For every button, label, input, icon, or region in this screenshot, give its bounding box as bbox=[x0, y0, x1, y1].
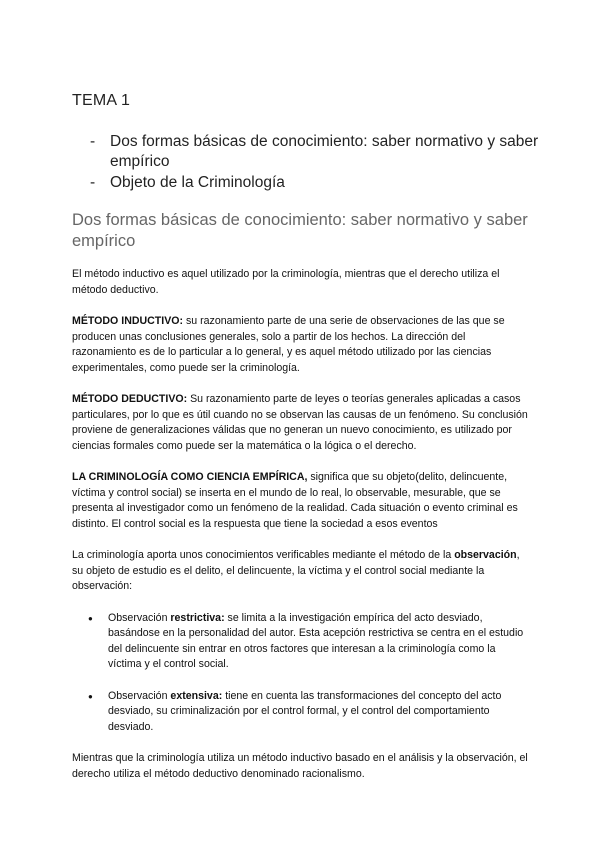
toc-item bbox=[90, 132, 540, 172]
aporta-post-text: , su objeto de estudio es el delito, el delincuente, la víctima y el control social mediante la observación: bbox=[72, 549, 520, 592]
bullet-post: se limita a la investigación empírica del acto desviado, basándose en la personalidad del autor. Esta acepción restrictiva se centra en el estudio del delincuente sin entrar en otros factores que interesan a la criminología como la víctima y el control social. bbox=[108, 611, 524, 670]
aporta-bold-text: observación bbox=[454, 549, 517, 561]
document-title: TEMA 1 bbox=[72, 92, 131, 109]
dash-marker: - bbox=[90, 174, 96, 191]
empirica-label: LA CRIMINOLOGÍA COMO CIENCIA EMPÍRICA, bbox=[72, 471, 308, 483]
list-item bbox=[72, 689, 530, 736]
toc-item-text: Dos formas básicas de conocimiento: saber normativo y saber empírico bbox=[110, 133, 539, 170]
section-heading: Dos formas básicas de conocimiento: saber normativo y saber empírico bbox=[72, 211, 528, 250]
dash-marker: - bbox=[90, 133, 96, 150]
list-item bbox=[72, 611, 530, 673]
closing-text: Mientras que la criminología utiliza un método inductivo basado en el análisis y la observación, el derecho utiliza el método deductivo denominado racionalismo. bbox=[72, 752, 528, 780]
document-body bbox=[72, 267, 530, 798]
bullet-pre: Observación bbox=[108, 611, 171, 624]
aporta-pre-text: La criminología aporta unos conocimientos verificables mediante el método de la bbox=[72, 549, 455, 561]
toc-item-text: Objeto de la Criminología bbox=[110, 174, 285, 191]
closing-paragraph bbox=[72, 751, 530, 782]
empirica-text: significa que su objeto(delito, delincuente, víctima y control social) se inserta en el mundo de lo real, lo observable, mesurable, que se presenta al investigador como un fenómeno de la realidad. Cada situación o evento criminal es distinto. El control social es la respuesta que tiene la sociedad a esos eventos bbox=[72, 471, 518, 530]
observation-list bbox=[72, 611, 530, 736]
inductivo-text: su razonamiento parte de una serie de observaciones de las que se producen unas conclusiones generales, solo a partir de los hechos. La dirección del razonamiento es de lo particular a lo general, y es aquel método utilizado por las ciencias experimentales, como puede ser la criminología. bbox=[72, 315, 505, 374]
bullet-pre: Observación bbox=[108, 689, 171, 702]
bullet-bold: restrictiva: bbox=[170, 611, 225, 624]
bullet-post: tiene en cuenta las transformaciones del concepto del acto desviado, su criminalización por el control formal, y el control del comportamiento desviado. bbox=[108, 689, 502, 733]
deductivo-paragraph bbox=[72, 392, 530, 454]
empirica-paragraph bbox=[72, 470, 530, 532]
bullet-icon: ● bbox=[88, 691, 93, 701]
intro-text: El método inductivo es aquel utilizado por la criminología, mientras que el derecho utiliza el método deductivo. bbox=[72, 268, 500, 296]
table-of-contents bbox=[90, 132, 540, 194]
deductivo-label: MÉTODO DEDUCTIVO: bbox=[72, 393, 188, 405]
deductivo-text: Su razonamiento parte de leyes o teorías generales aplicadas a casos particulares, por lo que es útil cuando no se observan las causas de un fenómeno. Su conclusión proviene de generalizaciones válidas que no generan un nuevo conocimiento, es utilizado por ciencias formales como puede ser la matemática o la lógica o el derecho. bbox=[72, 393, 528, 452]
bullet-icon: ● bbox=[88, 613, 93, 623]
bullet-bold: extensiva: bbox=[170, 689, 223, 702]
aporta-paragraph bbox=[72, 548, 530, 595]
inductivo-paragraph bbox=[72, 314, 530, 376]
intro-paragraph bbox=[72, 267, 530, 298]
toc-item bbox=[90, 173, 540, 193]
inductivo-label: MÉTODO INDUCTIVO: bbox=[72, 315, 184, 327]
